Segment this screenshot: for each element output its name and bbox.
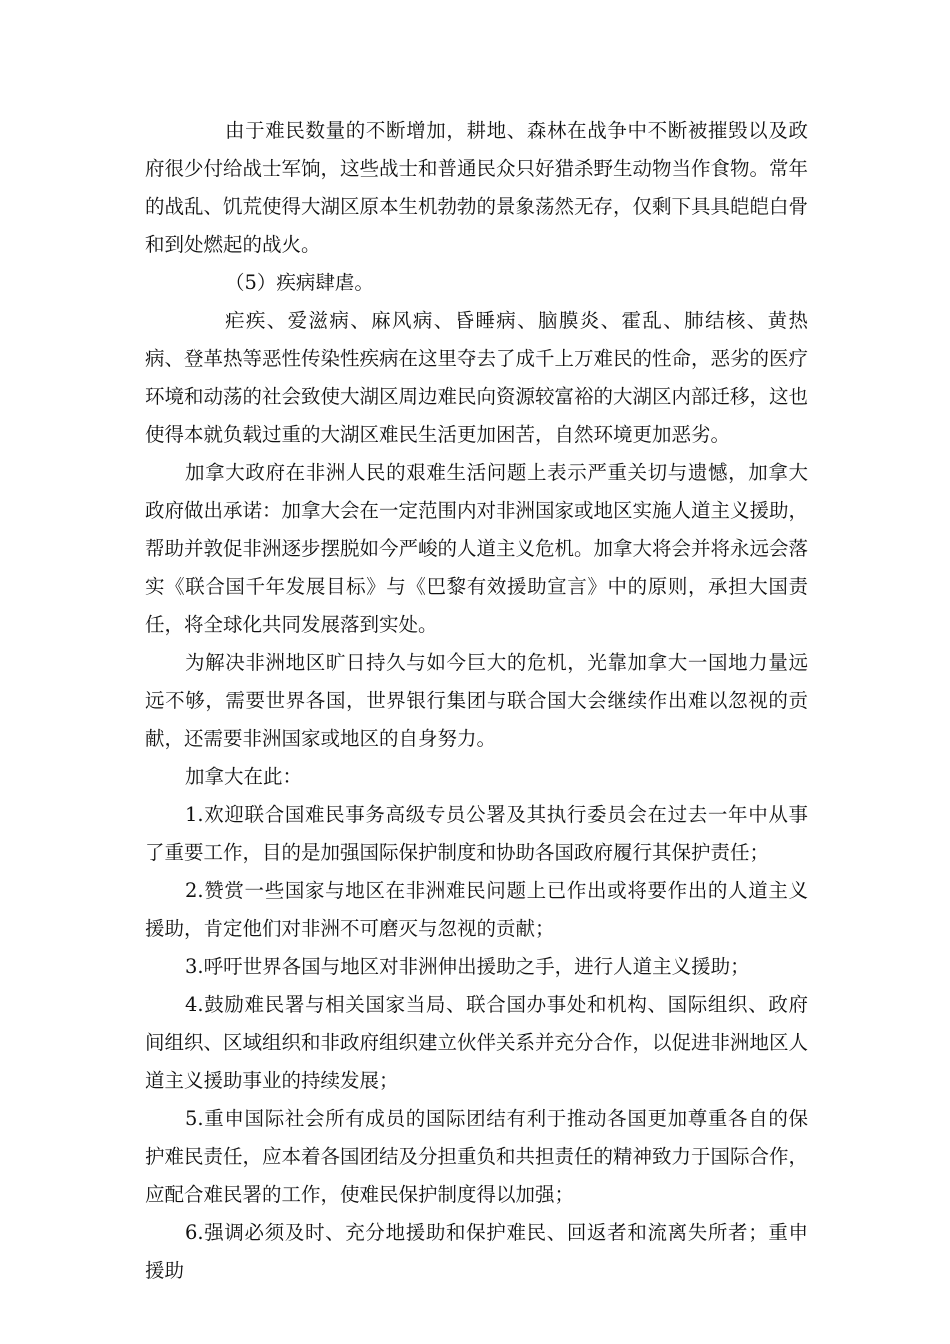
paragraph-global-effort: 为解决非洲地区旷日持久与如今巨大的危机，光靠加拿大一国地力量远远不够，需要世界各国，世界银行集团与联合国大会继续作出难以忽视的贡献，还需要非洲国家或地区的自身努力。	[145, 651, 808, 750]
paragraph-refugee-hunting: 由于难民数量的不断增加，耕地、森林在战争中不断被摧毁以及政府很少付给战士军饷，这些战士和普通民众只好猎杀野生动物当作食物。常年的战乱、饥荒使得大湖区原本生机勃勃的景象荡然无存，仅剩下具具皑皑白骨和到处燃起的战火。	[145, 119, 809, 256]
list-item-5: 5.重申国际社会所有成员的国际团结有利于推动各国更加尊重各自的保护难民责任，应本着各国团结及分担重负和共担责任的精神致力于国际合作，应配合难民署的工作，使难民保护制度得以加强；	[145, 1107, 809, 1206]
list-item-6: 6.强调必须及时、充分地援助和保护难民、回返者和流离失所者；重申援助	[145, 1221, 808, 1282]
list-item-1: 1.欢迎联合国难民事务高级专员公署及其执行委员会在过去一年中从事了重要工作，目的是加强国际保护制度和协助各国政府履行其保护责任；	[145, 803, 808, 864]
heading-disease: （5）疾病肆虐。	[225, 271, 374, 294]
list-item-4: 4.鼓励难民署与相关国家当局、联合国办事处和机构、国际组织、政府间组织、区域组织和非政府组织建立伙伴关系并充分合作，以促进非洲地区人道主义援助事业的持续发展；	[145, 993, 809, 1092]
paragraph-canada-commitment: 加拿大政府在非洲人民的艰难生活问题上表示严重关切与遗憾，加拿大政府做出承诺：加拿大会在一定范围内对非洲国家或地区实施人道主义援助，帮助并敦促非洲逐步摆脱如今严峻的人道主义危机。加拿大将会并将永远会落实《联合国千年发展目标》与《巴黎有效援助宣言》中的原则，承担大国责任，将全球化共同发展落到实处。	[145, 461, 809, 636]
paragraph-canada-hereby: 加拿大在此：	[185, 765, 303, 788]
paragraph-disease: 疟疾、爱滋病、麻风病、昏睡病、脑膜炎、霍乱、肺结核、黄热病、登革热等恶性传染性疾病在这里夺去了成千上万难民的性命，恶劣的医疗环境和动荡的社会致使大湖区周边难民向资源较富裕的大湖区内部迁移，这也使得本就负载过重的大湖区难民生活更加困苦，自然环境更加恶劣。	[145, 309, 809, 446]
list-item-3: 3.呼吁世界各国与地区对非洲伸出援助之手，进行人道主义援助；	[185, 955, 750, 978]
list-item-2: 2.赞赏一些国家与地区在非洲难民问题上已作出或将要作出的人道主义援助，肯定他们对非洲不可磨灭与忽视的贡献；	[145, 879, 808, 940]
